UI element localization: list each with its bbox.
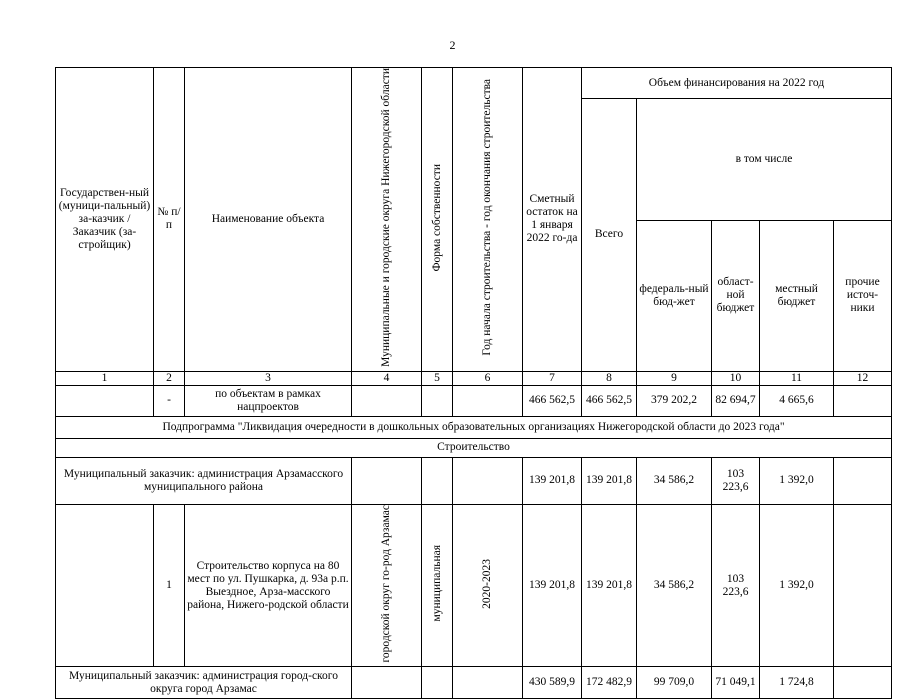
header-num: № п/п (154, 68, 185, 372)
header-balance: Сметный остаток на 1 января 2022 го-да (523, 68, 582, 372)
row-local: 1 392,0 (760, 457, 834, 504)
col-number: 8 (582, 371, 637, 385)
header-local: местный бюджет (760, 220, 834, 371)
header-including: в том числе (637, 99, 892, 221)
row-total: 139 201,8 (582, 457, 637, 504)
header-municipality: Муниципальные и городские округа Нижегородской области (352, 68, 422, 372)
section-title: Строительство (56, 438, 892, 457)
financing-table (55, 67, 892, 699)
row-object-name: Строительство корпуса на 80 мест по ул. Пушкарка, д. 93а р.п. Выездное, Арза-масского района, Нижего-родской области (185, 504, 352, 667)
col-number: 3 (185, 371, 352, 385)
table-row (56, 457, 892, 504)
page-number: 2 (449, 38, 456, 52)
row-local: 4 665,6 (760, 385, 834, 416)
row-balance: 466 562,5 (523, 385, 582, 416)
col-number: 10 (712, 371, 760, 385)
col-number: 2 (154, 371, 185, 385)
row-federal: 34 586,2 (637, 457, 712, 504)
row-balance: 430 589,9 (523, 667, 582, 699)
row-federal: 379 202,2 (637, 385, 712, 416)
row-federal: 34 586,2 (637, 504, 712, 667)
customer-label: Муниципальный заказчик: администрация Арзамасского муниципального района (56, 457, 352, 504)
table-row (56, 504, 892, 667)
col-number: 4 (352, 371, 422, 385)
row-other (834, 457, 892, 504)
subprogram-title: Подпрограмма "Ликвидация очередности в дошкольных образовательных организациях Нижегородской области до 2023 года" (56, 416, 892, 438)
header-federal: федераль-ный бюд-жет (637, 220, 712, 371)
header-object-name: Наименование объекта (185, 68, 352, 372)
row-total: 172 482,9 (582, 667, 637, 699)
row-object-name: по объектам в рамках нацпроектов (185, 385, 352, 416)
col-number: 11 (760, 371, 834, 385)
row-regional: 103 223,6 (712, 457, 760, 504)
header-total: Всего (582, 99, 637, 372)
row-other (834, 504, 892, 667)
row-num: - (154, 385, 185, 416)
row-ownership: муниципальная (422, 504, 453, 667)
header-ownership: Форма собственности (422, 68, 453, 372)
row-balance: 139 201,8 (523, 457, 582, 504)
table-row (56, 667, 892, 699)
column-number-row (56, 371, 892, 385)
row-local: 1 724,8 (760, 667, 834, 699)
header-customer: Государствен-ный (муници-пальный) за-казчик / Заказчик (за-стройщик) (56, 68, 154, 372)
row-municipality: городской округ го-род Арзамас (352, 504, 422, 667)
row-balance: 139 201,8 (523, 504, 582, 667)
col-number: 1 (56, 371, 154, 385)
col-number: 6 (453, 371, 523, 385)
row-regional: 71 049,1 (712, 667, 760, 699)
row-total: 139 201,8 (582, 504, 637, 667)
col-number: 9 (637, 371, 712, 385)
table-row (56, 385, 892, 416)
col-number: 12 (834, 371, 892, 385)
row-regional: 82 694,7 (712, 385, 760, 416)
header-other: прочие источ-ники (834, 220, 892, 371)
row-num: 1 (154, 504, 185, 667)
customer-label: Муниципальный заказчик: администрация город-ского округа город Арзамас (56, 667, 352, 699)
col-number: 7 (523, 371, 582, 385)
row-federal: 99 709,0 (637, 667, 712, 699)
row-regional: 103 223,6 (712, 504, 760, 667)
header-regional: област-ной бюджет (712, 220, 760, 371)
row-other (834, 385, 892, 416)
col-number: 5 (422, 371, 453, 385)
row-years: 2020-2023 (453, 504, 523, 667)
row-other (834, 667, 892, 699)
row-local: 1 392,0 (760, 504, 834, 667)
header-funding: Объем финансирования на 2022 год (582, 68, 892, 99)
row-total: 466 562,5 (582, 385, 637, 416)
header-years: Год начала строительства - год окончания строительства (453, 68, 523, 372)
